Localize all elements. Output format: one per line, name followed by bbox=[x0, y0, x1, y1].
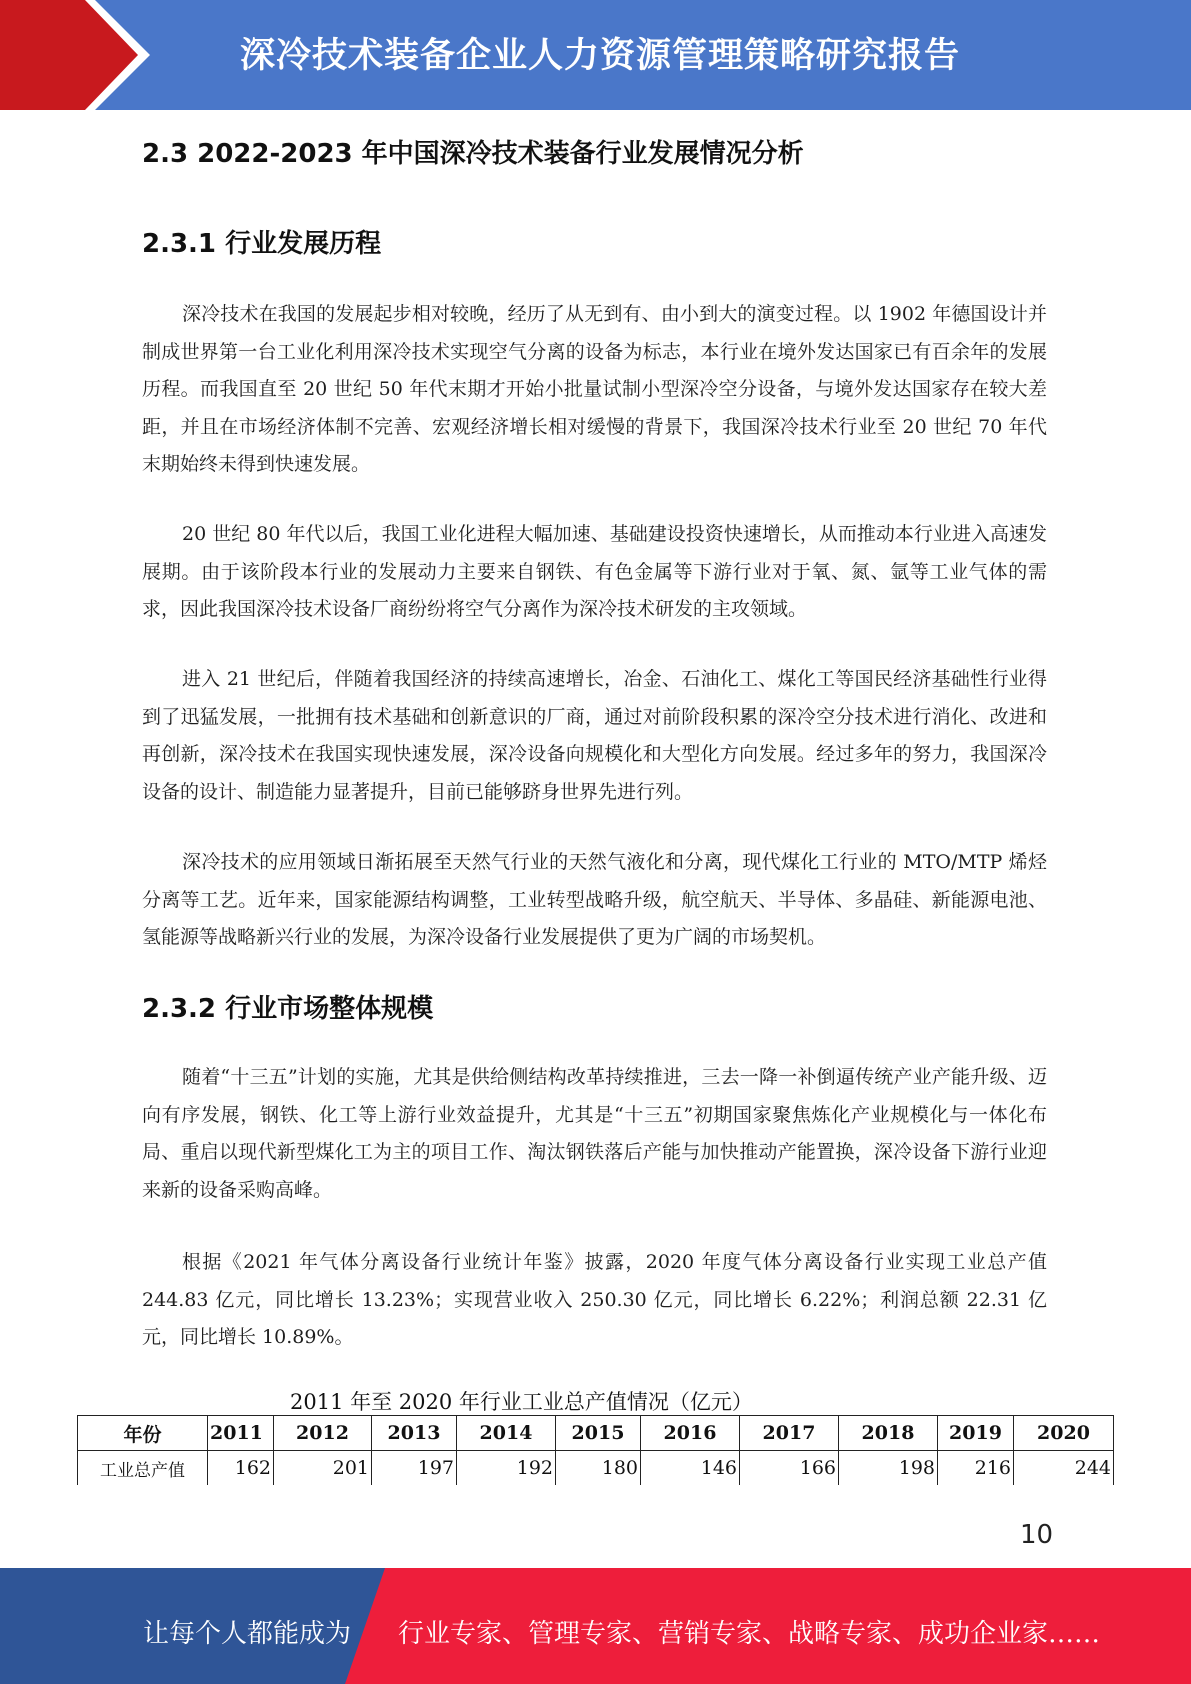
output-value-table bbox=[77, 1415, 1114, 1485]
table-year-cell: 2013 bbox=[372, 1416, 457, 1451]
table-header-label: 年份 bbox=[78, 1416, 208, 1451]
footer-slogan-left: 让每个人都能成为 bbox=[143, 1619, 352, 1649]
table-value-cell: 146 bbox=[641, 1451, 740, 1486]
table-value-cell: 192 bbox=[457, 1451, 556, 1486]
paragraph-history-2: 20 世纪 80 年代以后，我国工业化进程大幅加速、基础建设投资快速增长，从而推动本行业进入高速发展期。由于该阶段本行业的发展动力主要来自钢铁、有色金属等下游行业对于氧、氮、氩等工业气体的需求，因此我国深冷技术设备厂商纷纷将空气分离作为深冷技术研发的主攻领域。 bbox=[142, 523, 1047, 620]
table-row-label: 工业总产值 bbox=[78, 1451, 208, 1486]
table-value-cell: 198 bbox=[839, 1451, 938, 1486]
table-value-cell: 201 bbox=[274, 1451, 372, 1486]
paragraph-history-1: 深冷技术在我国的发展起步相对较晚，经历了从无到有、由小到大的演变过程。以 1902 年德国设计并制成世界第一台工业化利用深冷技术实现空气分离的设备为标志，本行业在境外发达国家已有百余年的发展历程。而我国直至 20 世纪 50 年代末期才开始小批量试制小型深冷空分设备，与境外发达国家存在较大差距，并且在市场经济体制不完善、宏观经济增长相对缓慢的背景下，我国深冷技术行业至 20 世纪 70 年代末期始终未得到快速发展。 bbox=[142, 303, 1047, 475]
paragraph-market-1: 随着“十三五”计划的实施，尤其是供给侧结构改革持续推进，三去一降一补倒逼传统产业产能升级、迈向有序发展，钢铁、化工等上游行业效益提升，尤其是“十三五”初期国家聚焦炼化产业规模化与一体化布局、重启以现代新型煤化工为主的项目工作、淘汰钢铁落后产能与加快推动产能置换，深冷设备下游行业迎来新的设备采购高峰。 bbox=[142, 1066, 1047, 1201]
table-year-cell: 2020 bbox=[1014, 1416, 1114, 1451]
footer-slogan-right: 行业专家、管理专家、营销专家、战略专家、成功企业家…… bbox=[398, 1619, 1101, 1649]
table-header-row bbox=[78, 1416, 1114, 1451]
table-row bbox=[78, 1451, 1114, 1486]
table-caption: 2011 年至 2020 年行业工业总产值情况（亿元） bbox=[290, 1390, 753, 1414]
table-value-cell: 166 bbox=[740, 1451, 839, 1486]
table-year-cell: 2019 bbox=[938, 1416, 1014, 1451]
table-value-cell: 162 bbox=[208, 1451, 274, 1486]
report-title: 深冷技术装备企业人力资源管理策略研究报告 bbox=[240, 36, 961, 76]
table-value-cell: 244 bbox=[1014, 1451, 1114, 1486]
header-arrow-graphic bbox=[0, 0, 160, 110]
table-year-cell: 2015 bbox=[556, 1416, 641, 1451]
table-year-cell: 2011 bbox=[208, 1416, 274, 1451]
table-year-cell: 2018 bbox=[839, 1416, 938, 1451]
paragraph-market-2: 根据《2021 年气体分离设备行业统计年鉴》披露，2020 年度气体分离设备行业实现工业总产值 244.83 亿元，同比增长 13.23%；实现营业收入 250.30 亿元，同比增长 6.22%；利润总额 22.31 亿元，同比增长 10.89%。 bbox=[142, 1251, 1047, 1348]
table-year-cell: 2017 bbox=[740, 1416, 839, 1451]
paragraph-history-3: 进入 21 世纪后，伴随着我国经济的持续高速增长，冶金、石油化工、煤化工等国民经济基础性行业得到了迅猛发展，一批拥有技术基础和创新意识的厂商，通过对前阶段积累的深冷空分技术进行消化、改进和再创新，深冷技术在我国实现快速发展，深冷设备向规模化和大型化方向发展。经过多年的努力，我国深冷设备的设计、制造能力显著提升，目前已能够跻身世界先进行列。 bbox=[142, 668, 1047, 803]
page-number: 10 bbox=[1020, 1520, 1054, 1550]
footer-band bbox=[0, 1568, 1191, 1684]
paragraph-history-4: 深冷技术的应用领域日渐拓展至天然气行业的天然气液化和分离，现代煤化工行业的 MTO/MTP 烯烃分离等工艺。近年来，国家能源结构调整，工业转型战略升级，航空航天、半导体、多晶硅、新能源电池、氢能源等战略新兴行业的发展，为深冷设备行业发展提供了更为广阔的市场契机。 bbox=[142, 851, 1047, 948]
section-heading-2-3: 2.3 2022-2023 年中国深冷技术装备行业发展情况分析 bbox=[142, 139, 804, 169]
table-value-cell: 216 bbox=[938, 1451, 1014, 1486]
table-year-cell: 2016 bbox=[641, 1416, 740, 1451]
section-heading-2-3-2: 2.3.2 行业市场整体规模 bbox=[142, 994, 434, 1024]
table-value-cell: 197 bbox=[372, 1451, 457, 1486]
table-year-cell: 2012 bbox=[274, 1416, 372, 1451]
table-year-cell: 2014 bbox=[457, 1416, 556, 1451]
section-heading-2-3-1: 2.3.1 行业发展历程 bbox=[142, 229, 382, 259]
table-value-cell: 180 bbox=[556, 1451, 641, 1486]
report-header-band bbox=[0, 0, 1191, 110]
